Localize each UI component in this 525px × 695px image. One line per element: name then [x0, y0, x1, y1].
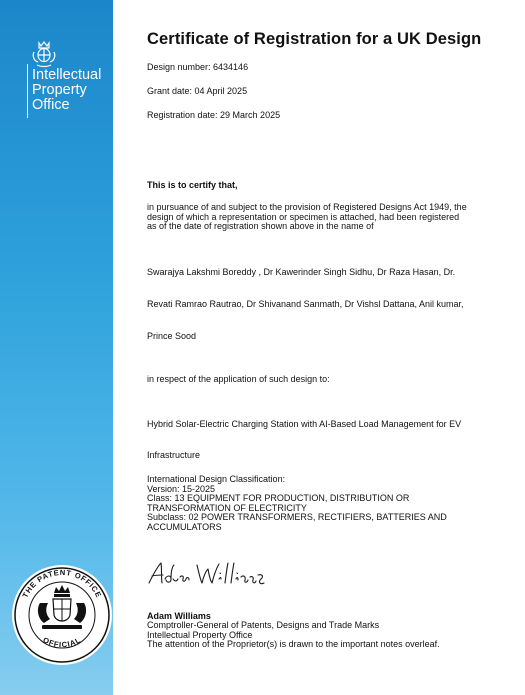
classification-line: ACCUMULATORS — [147, 521, 222, 532]
classification-line: TRANSFORMATION OF ELECTRICITY — [147, 502, 307, 513]
proprietor-names-line: Prince Sood — [147, 331, 197, 341]
classification-line: Class: 13 EQUIPMENT FOR PRODUCTION, DISTRIBUTION OR — [147, 493, 410, 504]
design-number: Design number: 6434146 — [147, 62, 249, 72]
office-name-line: Intellectual — [32, 67, 102, 83]
certificate-title: Certificate of Registration for a UK Design — [147, 30, 482, 48]
signatory-name: Adam Williams — [147, 611, 211, 621]
classification-line: International Design Classification: — [147, 474, 286, 484]
registration-date: Registration date: 29 March 2025 — [147, 110, 281, 120]
seal-text-top: THE PATENT OFFICE — [20, 567, 104, 600]
pursuance-line: in pursuance of and subject to the provision of Registered Designs Act 1949, the — [147, 202, 467, 212]
classification-line: Version: 15-2025 — [147, 483, 216, 494]
logo-divider — [27, 64, 28, 118]
office-name-line: Office — [32, 97, 70, 113]
classification-block — [147, 475, 447, 533]
proprietor-notice: The attention of the Proprietor(s) is drawn to the important notes overleaf. — [147, 639, 440, 650]
classification-line: Subclass: 02 POWER TRANSFORMERS, RECTIFIERS, BATTERIES AND — [147, 512, 447, 523]
signatory-title: Comptroller-General of Patents, Designs and Trade Marks — [147, 620, 380, 630]
signatory-details — [147, 621, 440, 650]
signatory-office: Intellectual Property Office — [147, 629, 253, 640]
pursuance-paragraph — [147, 203, 467, 232]
office-name-line: Property — [32, 82, 87, 98]
pursuance-line: as of the date of registration shown above in the name of — [147, 221, 374, 232]
design-title-line: Infrastructure — [147, 450, 201, 460]
ipo-sidebar — [0, 0, 113, 695]
office-name — [32, 68, 112, 113]
design-title-line: Hybrid Solar-Electric Charging Station with AI-Based Load Management for EV — [147, 419, 462, 429]
proprietor-names-line: Swarajya Lakshmi Boreddy , Dr Kawerinder Singh Sidhu, Dr Raza Hasan, Dr. — [147, 267, 456, 277]
certify-heading: This is to certify that, — [147, 180, 238, 190]
respect-line: in respect of the application of such design to: — [147, 374, 330, 384]
grant-date: Grant date: 04 April 2025 — [147, 86, 248, 96]
seal-text-bottom: OFFICIAL — [41, 635, 83, 650]
handwritten-signature — [147, 559, 267, 591]
royal-crest-icon — [30, 40, 58, 68]
proprietor-names-line: Revati Ramrao Rautrao, Dr Shivanand Sanmath, Dr Vishsl Dattana, Anil kumar, — [147, 299, 464, 309]
patent-office-seal-icon — [10, 553, 113, 673]
pursuance-line: design of which a representation or specimen is attached, had been registered — [147, 211, 460, 222]
